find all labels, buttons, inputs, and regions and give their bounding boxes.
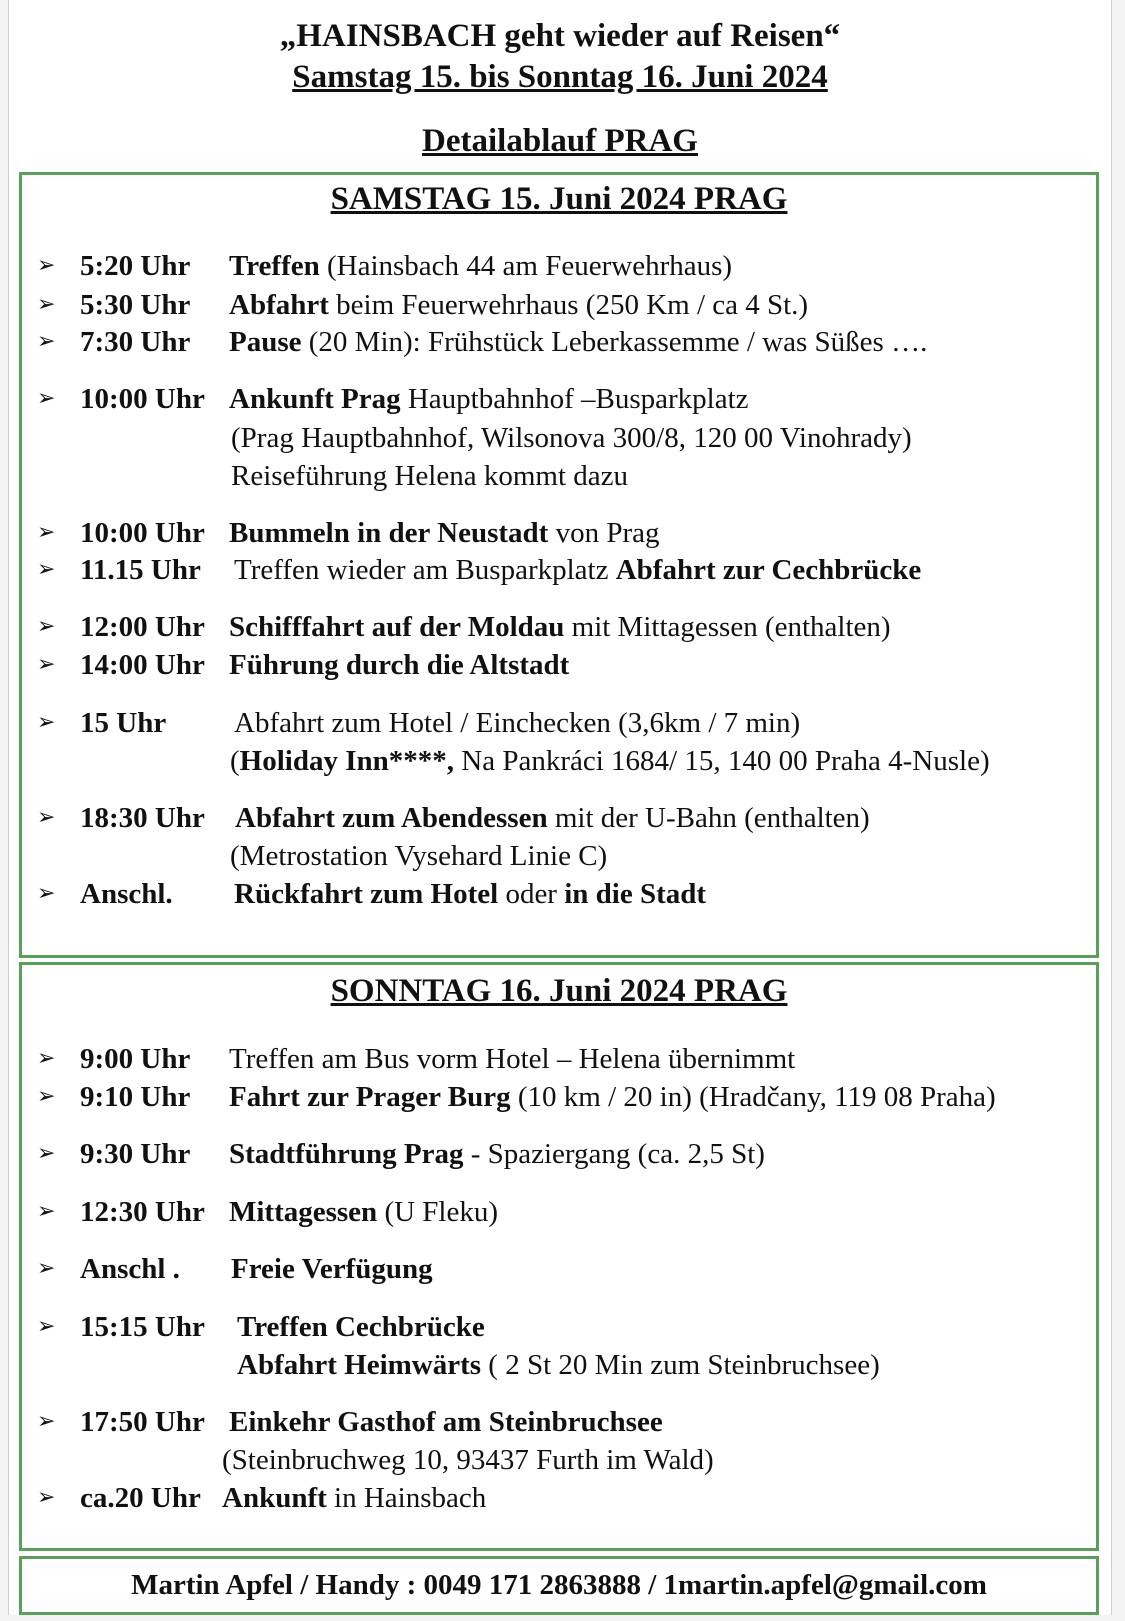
arrow-bullet-icon: ➢ [37,1256,56,1281]
arrow-bullet-icon: ➢ [37,292,56,317]
item-time: 15:15 Uhr [80,1311,205,1343]
item-time: 14:00 Uhr [80,649,205,681]
arrow-bullet-icon: ➢ [37,557,56,582]
item-time: 12:30 Uhr [80,1196,205,1228]
item-time: 9:10 Uhr [80,1081,191,1113]
detail-heading: Detailablauf PRAG [422,123,698,159]
saturday-title: SAMSTAG 15. Juni 2024 PRAG [330,181,788,217]
item-description: Bummeln in der Neustadt von Prag [229,517,660,549]
arrow-bullet-icon: ➢ [37,1314,56,1339]
item-time: 12:00 Uhr [80,611,205,643]
item-description: Rückfahrt zum Hotel oder in die Stadt [234,878,707,910]
arrow-bullet-icon: ➢ [37,1409,56,1434]
item-time: 10:00 Uhr [80,517,205,549]
item-description: Treffen am Bus vorm Hotel – Helena übernimmt [229,1043,796,1075]
item-time: 17:50 Uhr [80,1406,205,1438]
item-time: 9:00 Uhr [80,1043,191,1075]
contact-footer [19,1556,1099,1615]
arrow-bullet-icon: ➢ [37,1199,56,1224]
item-time: 5:20 Uhr [80,250,191,282]
sunday-title: SONNTAG 16. Juni 2024 PRAG [330,973,788,1009]
item-time: 18:30 Uhr [80,802,205,834]
item-time: ca.20 Uhr [80,1482,201,1514]
item-description: Einkehr Gasthof am Steinbruchsee [229,1406,663,1438]
item-description: Treffen wieder am Busparkplatz Abfahrt zur Cechbrücke [234,554,922,586]
item-description: Ankunft in Hainsbach [222,1482,487,1514]
arrow-bullet-icon: ➢ [37,881,56,906]
arrow-bullet-icon: ➢ [37,253,56,278]
item-time: 11.15 Uhr [80,554,201,586]
item-time: 10:00 Uhr [80,383,205,415]
arrow-bullet-icon: ➢ [37,329,56,354]
arrow-bullet-icon: ➢ [37,652,56,677]
arrow-bullet-icon: ➢ [37,520,56,545]
item-description: Schifffahrt auf der Moldau mit Mittagessen (enthalten) [229,611,891,643]
item-description: Abfahrt zum Hotel / Einchecken (3,6km / 7 min) [234,707,801,739]
item-time: 5:30 Uhr [80,289,191,321]
item-description: Führung durch die Altstadt [229,649,570,681]
item-time: Anschl . [80,1253,180,1285]
arrow-bullet-icon: ➢ [37,1046,56,1071]
item-description: Pause (20 Min): Frühstück Leberkassemme / was Süßes …. [229,326,928,358]
item-description: Treffen (Hainsbach 44 am Feuerwehrhaus) [229,250,733,282]
arrow-bullet-icon: ➢ [37,710,56,735]
sunday-section: SONNTAG 16. Juni 2024 PRAG ➢ 9:00 Uhr Treffen am Bus vorm Hotel – Helena übernimmt ➢ 9:10 Uhr Fahrt zur Prager Burg (10 km / 20 in) (Hradčany, 119 08 Praha) ➢ 9:30 Uhr Stadtführung Prag - Spaziergang (ca. 2,5 St) ➢ 12:30 Uhr Mittagessen (U Fleku) ➢ Anschl . Freie Verfügung ➢ 15:15 Uhr Treffen Cechbrücke Abfahrt Heimwärts ( 2 St 20 Min zum Steinbruchsee) ➢ 17:50 Uhr Einkehr Gasthof am Steinbruchsee (Steinbruchweg 10, 93437 Furth im Wald) ➢ ca.20 Uhr Ankunft in Hainsbach [19,962,1099,1551]
date-range-subtitle: Samstag 15. bis Sonntag 16. Juni 2024 [292,59,828,95]
contact-info: Martin Apfel / Handy : 0049 171 2863888 / 1martin.apfel@gmail.com [131,1569,987,1601]
item-description: Abfahrt beim Feuerwehrhaus (250 Km / ca 4 St.) [229,289,809,321]
item-time: Anschl. [80,878,173,910]
item-description: Fahrt zur Prager Burg (10 km / 20 in) (Hradčany, 119 08 Praha) [229,1081,996,1113]
arrow-bullet-icon: ➢ [37,614,56,639]
arrow-bullet-icon: ➢ [37,1084,56,1109]
item-time: 9:30 Uhr [80,1138,191,1170]
saturday-section: SAMSTAG 15. Juni 2024 PRAG ➢ 5:20 Uhr Treffen (Hainsbach 44 am Feuerwehrhaus) ➢ 5:30 Uhr Abfahrt beim Feuerwehrhaus (250 Km / ca 4 St.) ➢ 7:30 Uhr Pause (20 Min): Frühstück Leberkassemme / was Süßes …. ➢ 10:00 Uhr Ankunft Prag Hauptbahnhof –Busparkplatz (Prag Hauptbahnhof, Wilsonova 300/8, 120 00 Vinohrady) Reiseführung Helena kommt dazu ➢ 10:00 Uhr Bummeln in der Neustadt von Prag ➢ 11.15 Uhr Treffen wieder am Busparkplatz Abfahrt zur Cechbrücke ➢ 12:00 Uhr Schifffahrt auf der Moldau mit Mittagessen (enthalten) ➢ 14:00 Uhr Führung durch die Altstadt ➢ 15 Uhr Abfahrt zum Hotel / Einchecken (3,6km / 7 min) (Holiday Inn****, Na Pankráci 1684/ 15, 140 00 Praha 4-Nusle) ➢ 18:30 Uhr Abfahrt zum Abendessen mit der U-Bahn (enthalten) (Metrostation Vysehard Linie C) ➢ Anschl. Rückfahrt zum Hotel oder in die Stadt [19,172,1099,958]
document-title: „HAINSBACH geht wieder auf Reisen“ [279,18,841,54]
document-page [8,0,1112,1615]
arrow-bullet-icon: ➢ [37,386,56,411]
arrow-bullet-icon: ➢ [37,805,56,830]
item-description: Abfahrt zum Abendessen mit der U-Bahn (enthalten) [235,802,870,834]
item-description: Ankunft Prag Hauptbahnhof –Busparkplatz [229,383,749,415]
arrow-bullet-icon: ➢ [37,1141,56,1166]
item-description: Freie Verfügung [231,1253,433,1285]
item-description: Treffen Cechbrücke [237,1311,485,1343]
arrow-bullet-icon: ➢ [37,1485,56,1510]
item-description: Stadtführung Prag - Spaziergang (ca. 2,5 St) [229,1138,765,1170]
item-description: Mittagessen (U Fleku) [229,1196,499,1228]
item-time: 7:30 Uhr [80,326,191,358]
item-time: 15 Uhr [80,707,167,739]
